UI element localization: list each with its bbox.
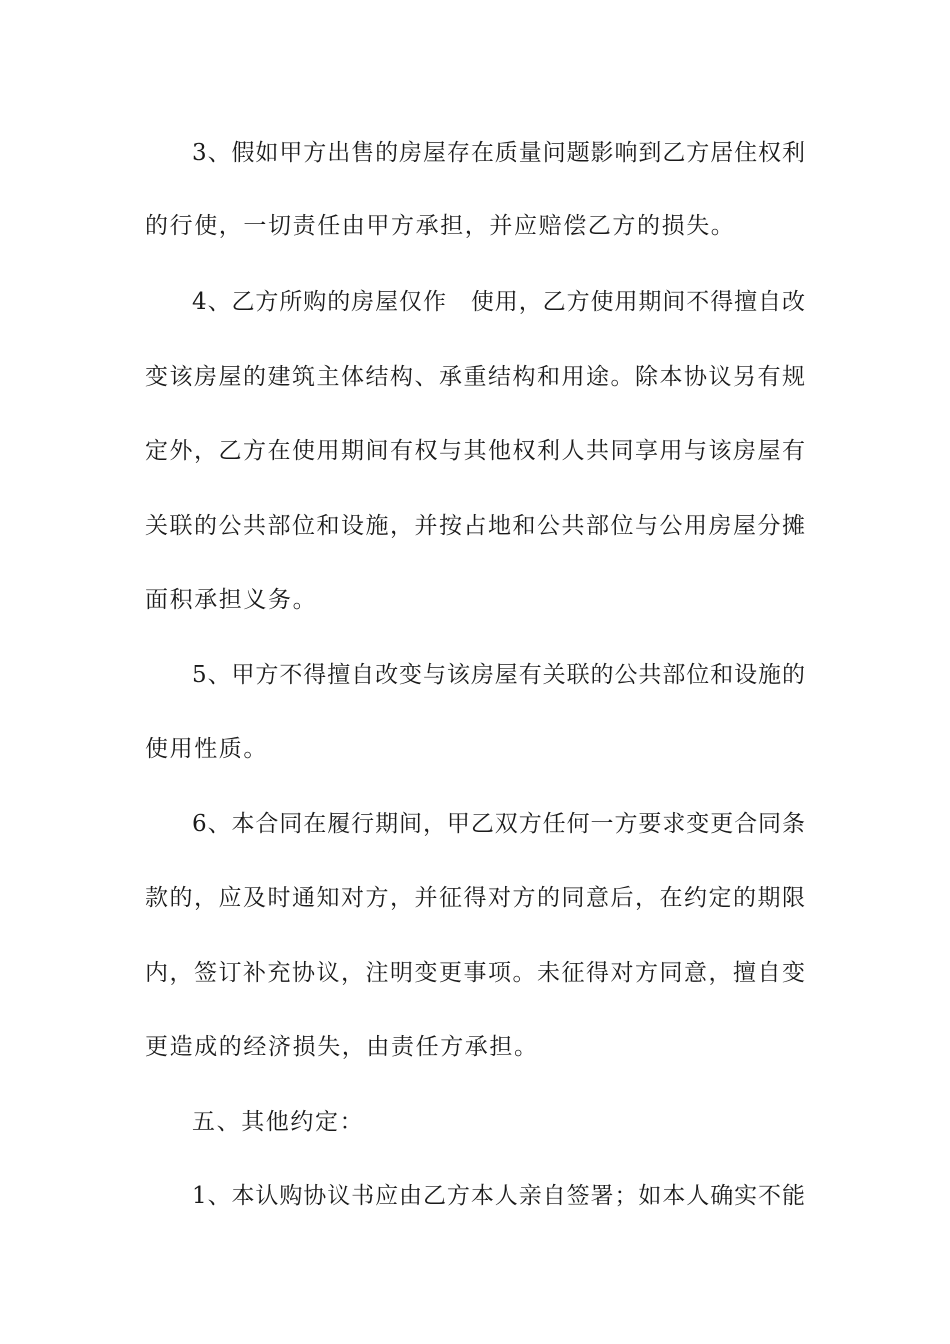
text-line: 使用性质。 xyxy=(145,736,268,762)
text-line: 变该房屋的建筑主体结构、承重结构和用途。除本协议另有规 xyxy=(145,364,805,390)
text-line: 6、本合同在履行期间，甲乙双方任何一方要求变更合同条 xyxy=(192,811,805,837)
text-line: 关联的公共部位和设施，并按占地和公共部位与公用房屋分摊 xyxy=(145,513,805,539)
text-line: 4、乙方所购的房屋仅作 使用，乙方使用期间不得擅自改 xyxy=(192,289,805,315)
text-line: 1、本认购协议书应由乙方本人亲自签署；如本人确实不能 xyxy=(192,1183,805,1209)
text-line: 内，签订补充协议，注明变更事项。未征得对方同意，擅自变 xyxy=(145,960,805,986)
text-line: 定外，乙方在使用期间有权与其他权利人共同享用与该房屋有 xyxy=(145,438,805,464)
text-line: 5、甲方不得擅自改变与该房屋有关联的公共部位和设施的 xyxy=(192,662,805,688)
text-line: 款的，应及时通知对方，并征得对方的同意后，在约定的期限 xyxy=(145,885,805,911)
text-line: 更造成的经济损失，由责任方承担。 xyxy=(145,1034,539,1060)
section-heading: 五、其他约定： xyxy=(192,1109,365,1135)
text-line: 的行使，一切责任由甲方承担，并应赔偿乙方的损失。 xyxy=(145,213,736,239)
text-line: 3、假如甲方出售的房屋存在质量问题影响到乙方居住权利 xyxy=(192,140,805,166)
text-line: 面积承担义务。 xyxy=(145,587,318,613)
